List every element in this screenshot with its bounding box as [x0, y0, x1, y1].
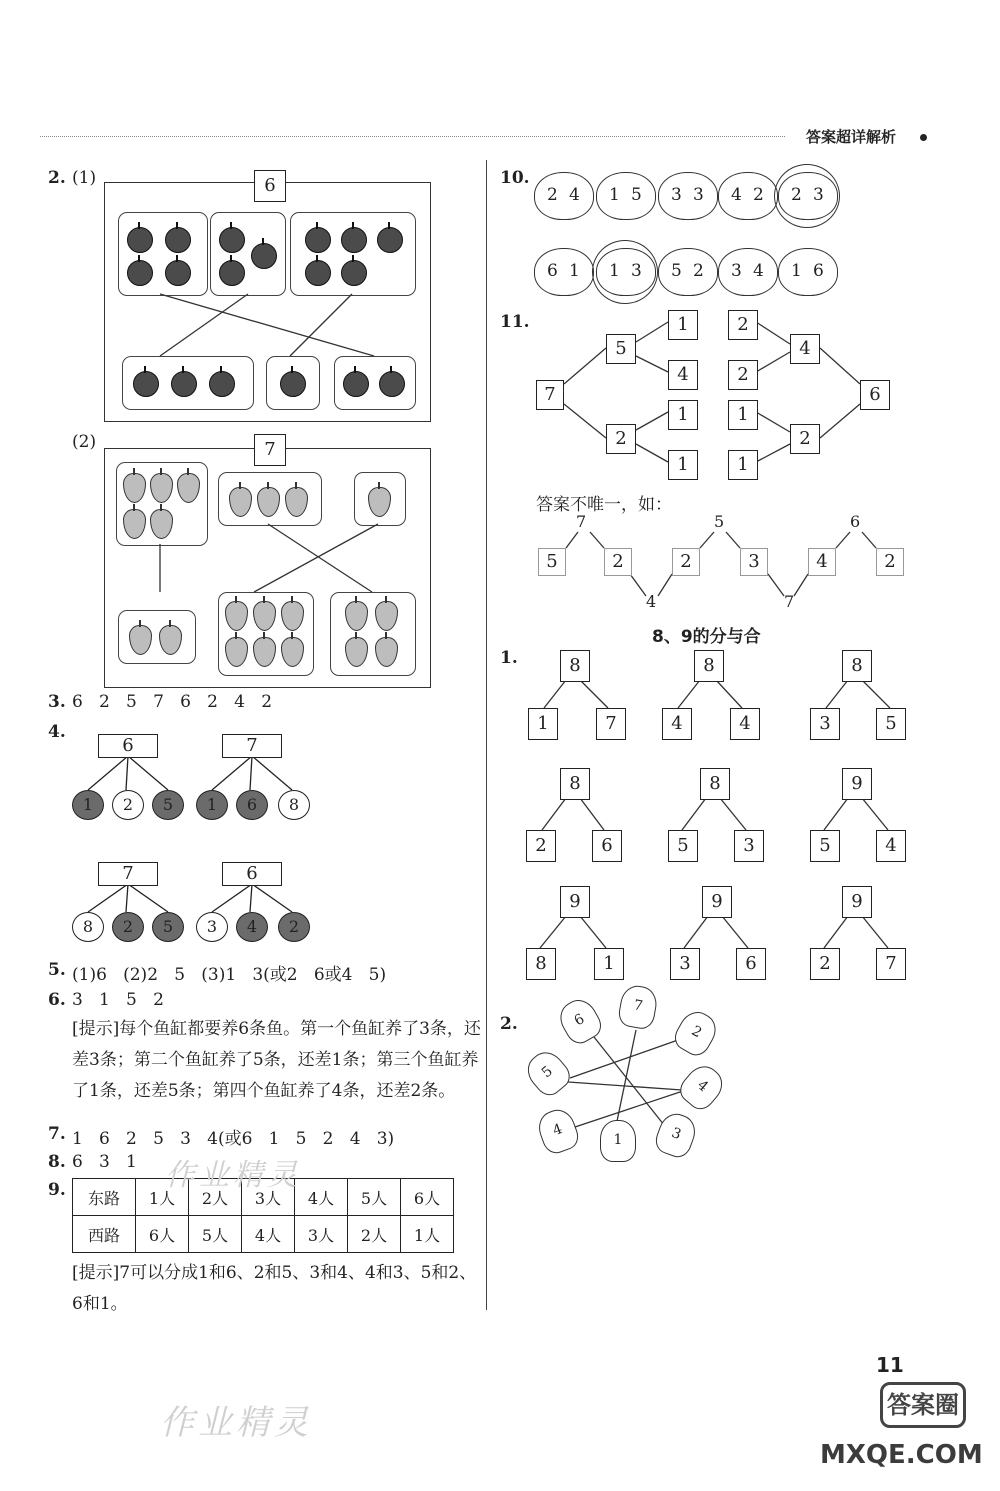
q11-right-leaf: 2 [728, 310, 758, 340]
tree-left: 2 [526, 830, 556, 862]
table-cell: 1人 [136, 1179, 189, 1216]
q11-right-leaf: 1 [728, 400, 758, 430]
q11-right-leaf: 2 [728, 360, 758, 390]
lantern-icon: 4 [236, 912, 268, 942]
apple-pair [534, 172, 594, 220]
apple-right-num: 3 [693, 185, 704, 205]
page-number: 11 [876, 1353, 904, 1377]
apple-pair [778, 248, 838, 296]
mitten-icon: 2 [670, 1006, 722, 1060]
q11-left-mid: 5 [606, 334, 636, 364]
q2-sub1-total: 6 [254, 170, 286, 202]
q6-answer: 3 1 5 2 [72, 990, 164, 1010]
q11-left-leaf: 4 [668, 360, 698, 390]
table-cell: 6人 [401, 1179, 454, 1216]
q6-number: 6. [48, 990, 66, 1010]
apple-pair [718, 172, 778, 220]
table-cell: 3人 [242, 1179, 295, 1216]
tree-right: 5 [876, 708, 906, 740]
table-cell: 6人 [136, 1216, 189, 1253]
q11-left-leaf: 1 [668, 310, 698, 340]
tree-right: 3 [734, 830, 764, 862]
q11-right-leaf: 1 [728, 450, 758, 480]
q2-number: 2. [48, 168, 66, 188]
s2-number: 2. [500, 1014, 518, 1034]
tree-left: 3 [670, 948, 700, 980]
apple-right-num: 4 [753, 261, 764, 281]
apple-right-num: 4 [569, 185, 580, 205]
apple-left-num: 2 [547, 185, 558, 205]
apple-left-num: 1 [609, 261, 620, 281]
apple-left-num: 5 [671, 261, 682, 281]
lantern-icon: 6 [236, 790, 268, 820]
site-logo-url: MXQE.COM [820, 1440, 983, 1470]
apple-right-num: 3 [631, 261, 642, 281]
q8-answer: 6 3 1 [72, 1152, 137, 1172]
table-cell: 5人 [348, 1179, 401, 1216]
q11-right-mid: 4 [790, 334, 820, 364]
q10-number: 10. [500, 168, 530, 188]
tree-right: 6 [736, 948, 766, 980]
tree-top: 8 [842, 650, 872, 682]
q8-number: 8. [48, 1152, 66, 1172]
zigzag-bottom: 7 [784, 592, 795, 611]
q2-sub1-label: (1) [72, 168, 97, 188]
q11-left-leaf: 1 [668, 400, 698, 430]
apple-right-num: 2 [693, 261, 704, 281]
q4-group3-top: 7 [98, 862, 158, 886]
mitten-icon: 7 [617, 983, 660, 1031]
q7-number: 7. [48, 1124, 66, 1144]
tree-right: 6 [592, 830, 622, 862]
apple-left-num: 4 [731, 185, 742, 205]
zigzag-box: 4 [808, 548, 836, 576]
q4-group4-top: 6 [222, 862, 282, 886]
apple-pair [658, 172, 718, 220]
section-title: 8、9的分与合 [652, 627, 761, 647]
lantern-icon: 8 [72, 912, 104, 942]
apple-right-num: 2 [753, 185, 764, 205]
tree-top: 8 [560, 650, 590, 682]
lantern-icon: 2 [112, 912, 144, 942]
watermark: 作业精灵 [160, 1403, 312, 1443]
apple-right-num: 5 [631, 185, 642, 205]
zigzag-top: 6 [850, 512, 861, 531]
q7-answer: 1 6 2 5 3 4(或6 1 5 2 4 3) [72, 1129, 395, 1149]
mitten-icon: 4 [675, 1059, 730, 1114]
apple-right-num: 3 [813, 185, 824, 205]
watermark: 作业精灵 [165, 1158, 301, 1193]
lantern-icon: 3 [196, 912, 228, 942]
q4-group2-top: 7 [222, 734, 282, 758]
mitten-icon: 6 [554, 994, 606, 1048]
apple-right-num: 6 [813, 261, 824, 281]
tree-top: 9 [842, 886, 872, 918]
tree-top: 8 [560, 768, 590, 800]
tree-right: 1 [594, 948, 624, 980]
lantern-icon: 1 [72, 790, 104, 820]
apple-pair [718, 248, 778, 296]
zigzag-top: 7 [576, 512, 587, 531]
q2-sub2-label: (2) [72, 432, 97, 452]
site-logo: 答案圈 [880, 1382, 966, 1428]
q5-number: 5. [48, 960, 66, 980]
apple-pair [534, 248, 594, 296]
lantern-icon: 1 [196, 790, 228, 820]
q3-number: 3. [48, 692, 66, 712]
apple-pair [658, 248, 718, 296]
zigzag-bottom: 4 [646, 592, 657, 611]
table-cell: 2人 [189, 1179, 242, 1216]
tree-top: 8 [694, 650, 724, 682]
tree-right: 4 [876, 830, 906, 862]
apple-pair [596, 248, 656, 296]
tree-left: 8 [526, 948, 556, 980]
tree-left: 5 [668, 830, 698, 862]
table-cell: 3人 [295, 1216, 348, 1253]
table-cell: 西路 [73, 1216, 136, 1253]
tree-left: 2 [810, 948, 840, 980]
tree-left: 3 [810, 708, 840, 740]
table-row [73, 1216, 454, 1253]
lantern-icon: 5 [152, 790, 184, 820]
zigzag-box: 2 [672, 548, 700, 576]
apple-pair [778, 172, 838, 220]
lantern-icon: 2 [278, 912, 310, 942]
q4-group1-top: 6 [98, 734, 158, 758]
tree-left: 1 [528, 708, 558, 740]
q11-number: 11. [500, 312, 530, 332]
q9-number: 9. [48, 1180, 66, 1200]
mitten-icon: 4 [534, 1105, 582, 1157]
q11-note: 答案不唯一，如： [536, 495, 672, 515]
tree-top: 9 [702, 886, 732, 918]
header-title: 答案超详解析 [806, 128, 897, 146]
tree-top: 8 [700, 768, 730, 800]
q9-hint: [提示]7可以分成1和6、2和5、3和4、4和3、5和2、6和1。 [72, 1263, 477, 1314]
q6-hint: [提示]每个鱼缸都要养6条鱼。第一个鱼缸养了3条，还差3条；第二个鱼缸养了5条，还差1条；第三个鱼缸养了1条，还差5条；第四个鱼缸养了4条，还差2条。 [72, 1019, 481, 1101]
tree-right: 7 [596, 708, 626, 740]
table-cell: 2人 [348, 1216, 401, 1253]
apple-left-num: 6 [547, 261, 558, 281]
apple-left-num: 3 [731, 261, 742, 281]
tree-right: 7 [876, 948, 906, 980]
zigzag-box: 3 [740, 548, 768, 576]
zigzag-box: 5 [538, 548, 566, 576]
s1-number: 1. [500, 648, 518, 668]
tree-left: 4 [662, 708, 692, 740]
table-cell: 5人 [189, 1216, 242, 1253]
lantern-icon: 8 [278, 790, 310, 820]
zigzag-box: 2 [876, 548, 904, 576]
table-cell: 1人 [401, 1216, 454, 1253]
q11-left-mid: 2 [606, 424, 636, 454]
table-cell: 4人 [295, 1179, 348, 1216]
q2-sub2-total: 7 [254, 434, 286, 466]
q3-answer: 6 2 5 7 6 2 4 2 [72, 692, 273, 712]
q11-left-leaf: 1 [668, 450, 698, 480]
apple-left-num: 2 [791, 185, 802, 205]
apple-left-num: 1 [791, 261, 802, 281]
apple-left-num: 3 [671, 185, 682, 205]
q11-right-root: 6 [860, 380, 890, 410]
tree-top: 9 [560, 886, 590, 918]
q4-number: 4. [48, 722, 66, 742]
q11-left-root: 7 [536, 380, 564, 410]
apple-pair [596, 172, 656, 220]
mitten-icon: 5 [521, 1045, 576, 1100]
apple-right-num: 1 [569, 261, 580, 281]
q5-answer: (1)6 (2)2 5 (3)1 3(或2 6或4 5) [72, 965, 387, 985]
mitten-icon: 1 [600, 1120, 636, 1162]
lantern-icon: 2 [112, 790, 144, 820]
q11-right-mid: 2 [790, 424, 820, 454]
table-cell: 4人 [242, 1216, 295, 1253]
apple-left-num: 1 [609, 185, 620, 205]
tree-top: 9 [842, 768, 872, 800]
mitten-icon: 3 [652, 1109, 700, 1161]
zigzag-box: 2 [604, 548, 632, 576]
tree-right: 4 [730, 708, 760, 740]
lantern-icon: 5 [152, 912, 184, 942]
table-cell: 东路 [73, 1179, 136, 1216]
tree-left: 5 [810, 830, 840, 862]
zigzag-top: 5 [714, 512, 725, 531]
